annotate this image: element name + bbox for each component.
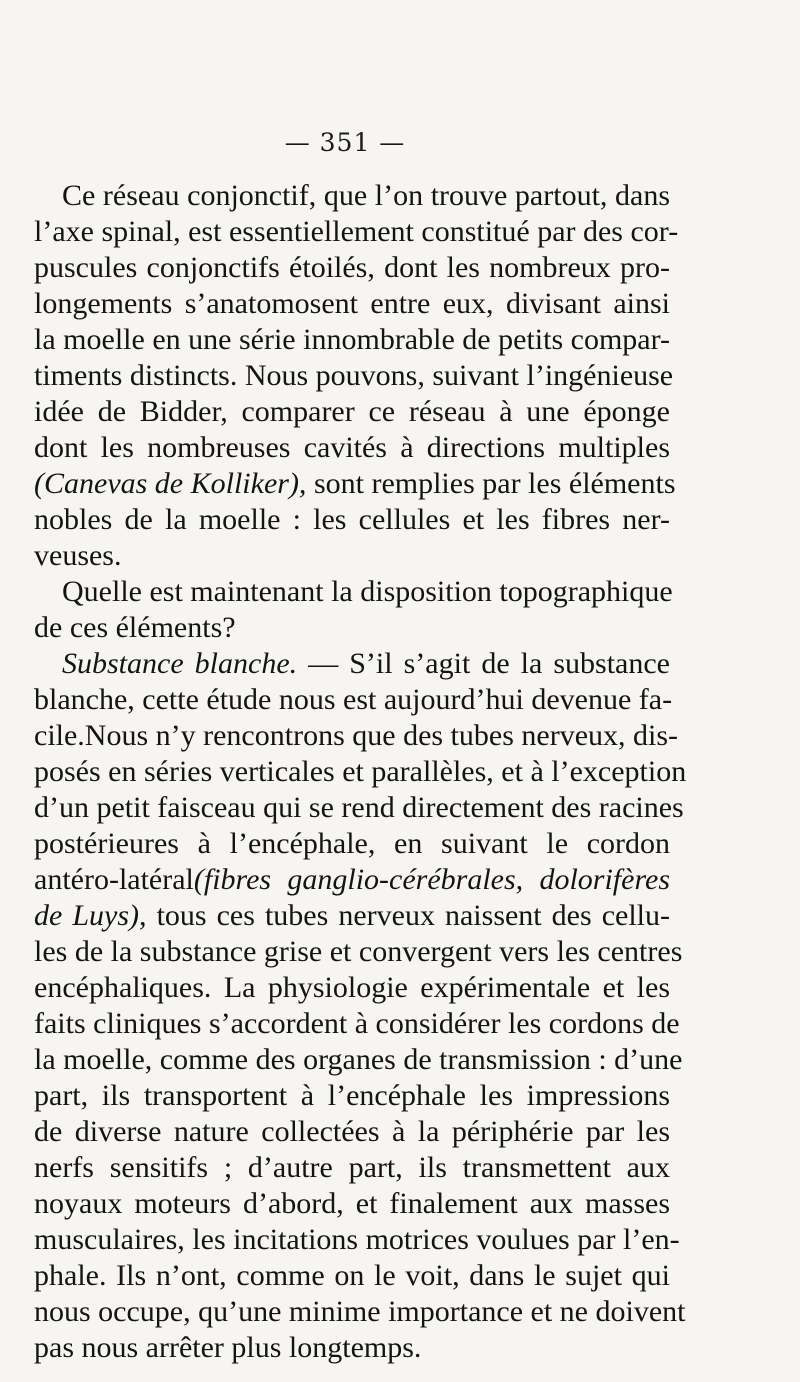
text-line: nous occupe, qu’une minime importance et ne doivent (34, 1295, 686, 1328)
text-line: nerfs sensitifs ; d’autre part, ils transmettent aux (34, 1151, 670, 1184)
text-line-mixed (34, 646, 670, 682)
text-line: de diverse nature collectées à la périphérie par les (34, 1115, 670, 1148)
text-line: phale. Ils n’ont, comme on le voit, dans le sujet qui (34, 1259, 670, 1292)
text-line-mixed (34, 466, 676, 502)
text-line: de ces éléments? (34, 611, 236, 644)
text-fragment: — S’il s’agit de la substance (297, 647, 671, 680)
body-text (34, 178, 687, 1366)
text-line: d’un petit faisceau qui se rend directement des racines (34, 791, 684, 824)
text-line: part, ils transportent à l’encéphale les impressions (34, 1079, 670, 1112)
text-line-mixed (34, 898, 670, 934)
text-line: encéphaliques. La physiologie expérimentale et les (34, 971, 670, 1004)
italic-citation: de Luys), (34, 899, 147, 932)
text-line: l’axe spinal, est essentiellement constitué par des cor- (34, 215, 679, 248)
text-line: musculaires, les incitations motrices voulues par l’en- (34, 1223, 680, 1256)
text-fragment: tous ces tubes nerveux naissent des cellu- (146, 899, 670, 932)
text-line: la moelle, comme des organes de transmission : d’une (34, 1043, 683, 1076)
text-line: cile.Nous n’y rencontrons que des tubes nerveux, dis- (34, 719, 679, 752)
text-fragment: antéro-latéral (34, 863, 194, 896)
text-line: Quelle est maintenant la disposition topographique (62, 575, 673, 608)
text-line: dont les nombreuses cavités à directions multiples (34, 431, 670, 464)
text-line: veuses. (34, 539, 122, 572)
italic-citation: (Canevas de Kolliker), (34, 467, 307, 500)
text-line: les de la substance grise et convergent vers les centres (34, 935, 683, 968)
section-heading: Substance blanche. (62, 647, 298, 680)
text-line: nobles de la moelle : les cellules et les fibres ner- (34, 503, 670, 536)
text-line: timents distincts. Nous pouvons, suivant l’ingénieuse (34, 359, 674, 392)
italic-citation: (fibres ganglio-cérébrales, dolorifères (193, 863, 670, 896)
text-fragment: sont remplies par les éléments (313, 467, 676, 500)
page-number: — 351 — (284, 128, 406, 157)
text-line: pas nous arrêter plus longtemps. (34, 1331, 422, 1364)
text-line-mixed (34, 862, 670, 898)
text-line: noyaux moteurs d’abord, et finalement aux masses (34, 1187, 670, 1220)
text-line: longements s’anatomosent entre eux, divisant ainsi (34, 287, 670, 320)
text-line: la moelle en une série innombrable de petits compar- (34, 323, 670, 356)
text-line: idée de Bidder, comparer ce réseau à une éponge (34, 395, 670, 428)
text-line: blanche, cette étude nous est aujourd’hui devenue fa- (34, 683, 673, 716)
text-line: puscules conjonctifs étoilés, dont les nombreux pro- (34, 251, 670, 284)
text-line: Ce réseau conjonctif, que l’on trouve partout, dans (62, 179, 670, 212)
text-line: posés en séries verticales et parallèles, et à l’exception (34, 755, 687, 788)
text-line: faits cliniques s’accordent à considérer les cordons de (34, 1007, 680, 1040)
text-line: postérieures à l’encéphale, en suivant le cordon (34, 827, 670, 860)
